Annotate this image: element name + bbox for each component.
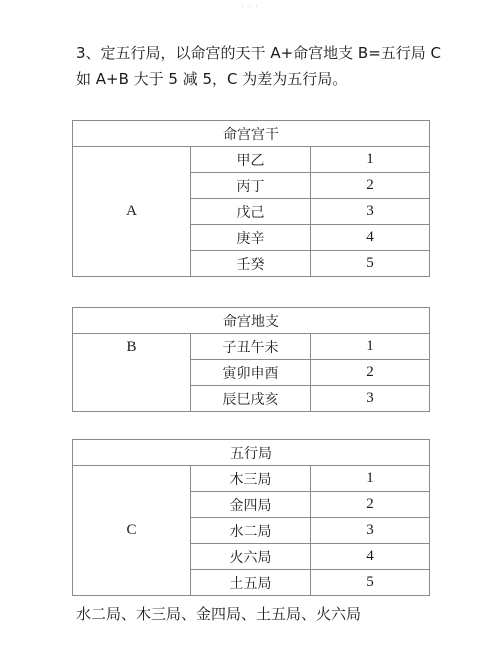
row-value: 4 bbox=[311, 544, 430, 570]
table-key: B bbox=[73, 334, 191, 412]
intro-line-1: 3、定五行局，以命宫的天干 A+命宫地支 B=五行局 C bbox=[76, 44, 442, 62]
table-row bbox=[73, 334, 430, 360]
row-name: 庚辛 bbox=[191, 225, 311, 251]
row-name: 丙丁 bbox=[191, 173, 311, 199]
row-name: 木三局 bbox=[191, 466, 311, 492]
table-header: 命宫地支 bbox=[73, 308, 430, 334]
table-wu-xing-ju bbox=[72, 439, 430, 596]
table-ming-gong-zhi bbox=[72, 307, 430, 412]
row-name: 戊己 bbox=[191, 199, 311, 225]
row-value: 2 bbox=[311, 173, 430, 199]
row-value: 1 bbox=[311, 334, 430, 360]
row-value: 5 bbox=[311, 251, 430, 277]
row-name: 水二局 bbox=[191, 518, 311, 544]
row-value: 3 bbox=[311, 386, 430, 412]
row-name: 甲乙 bbox=[191, 147, 311, 173]
row-value: 1 bbox=[311, 466, 430, 492]
row-value: 1 bbox=[311, 147, 430, 173]
row-value: 2 bbox=[311, 492, 430, 518]
row-value: 3 bbox=[311, 518, 430, 544]
row-value: 4 bbox=[311, 225, 430, 251]
table-header: 命宫宫干 bbox=[73, 121, 430, 147]
intro-paragraph bbox=[76, 40, 476, 92]
table-header: 五行局 bbox=[73, 440, 430, 466]
table-row bbox=[73, 466, 430, 492]
row-name: 火六局 bbox=[191, 544, 311, 570]
table-key: C bbox=[73, 466, 191, 596]
row-name: 土五局 bbox=[191, 570, 311, 596]
row-value: 2 bbox=[311, 360, 430, 386]
row-name: 寅卯申酉 bbox=[191, 360, 311, 386]
intro-line-2: 如 A+B 大于 5 减 5，C 为差为五行局。 bbox=[76, 70, 348, 88]
table-key: A bbox=[73, 147, 191, 277]
table-ming-gong-gan bbox=[72, 120, 430, 277]
row-value: 5 bbox=[311, 570, 430, 596]
row-name: 子丑午未 bbox=[191, 334, 311, 360]
table-row bbox=[73, 147, 430, 173]
row-name: 壬癸 bbox=[191, 251, 311, 277]
row-value: 3 bbox=[311, 199, 430, 225]
row-name: 辰巳戌亥 bbox=[191, 386, 311, 412]
footer-text: 水二局、木三局、金四局、土五局、火六局 bbox=[76, 605, 362, 623]
row-name: 金四局 bbox=[191, 492, 311, 518]
page-top-mark: · · · bbox=[241, 2, 259, 11]
